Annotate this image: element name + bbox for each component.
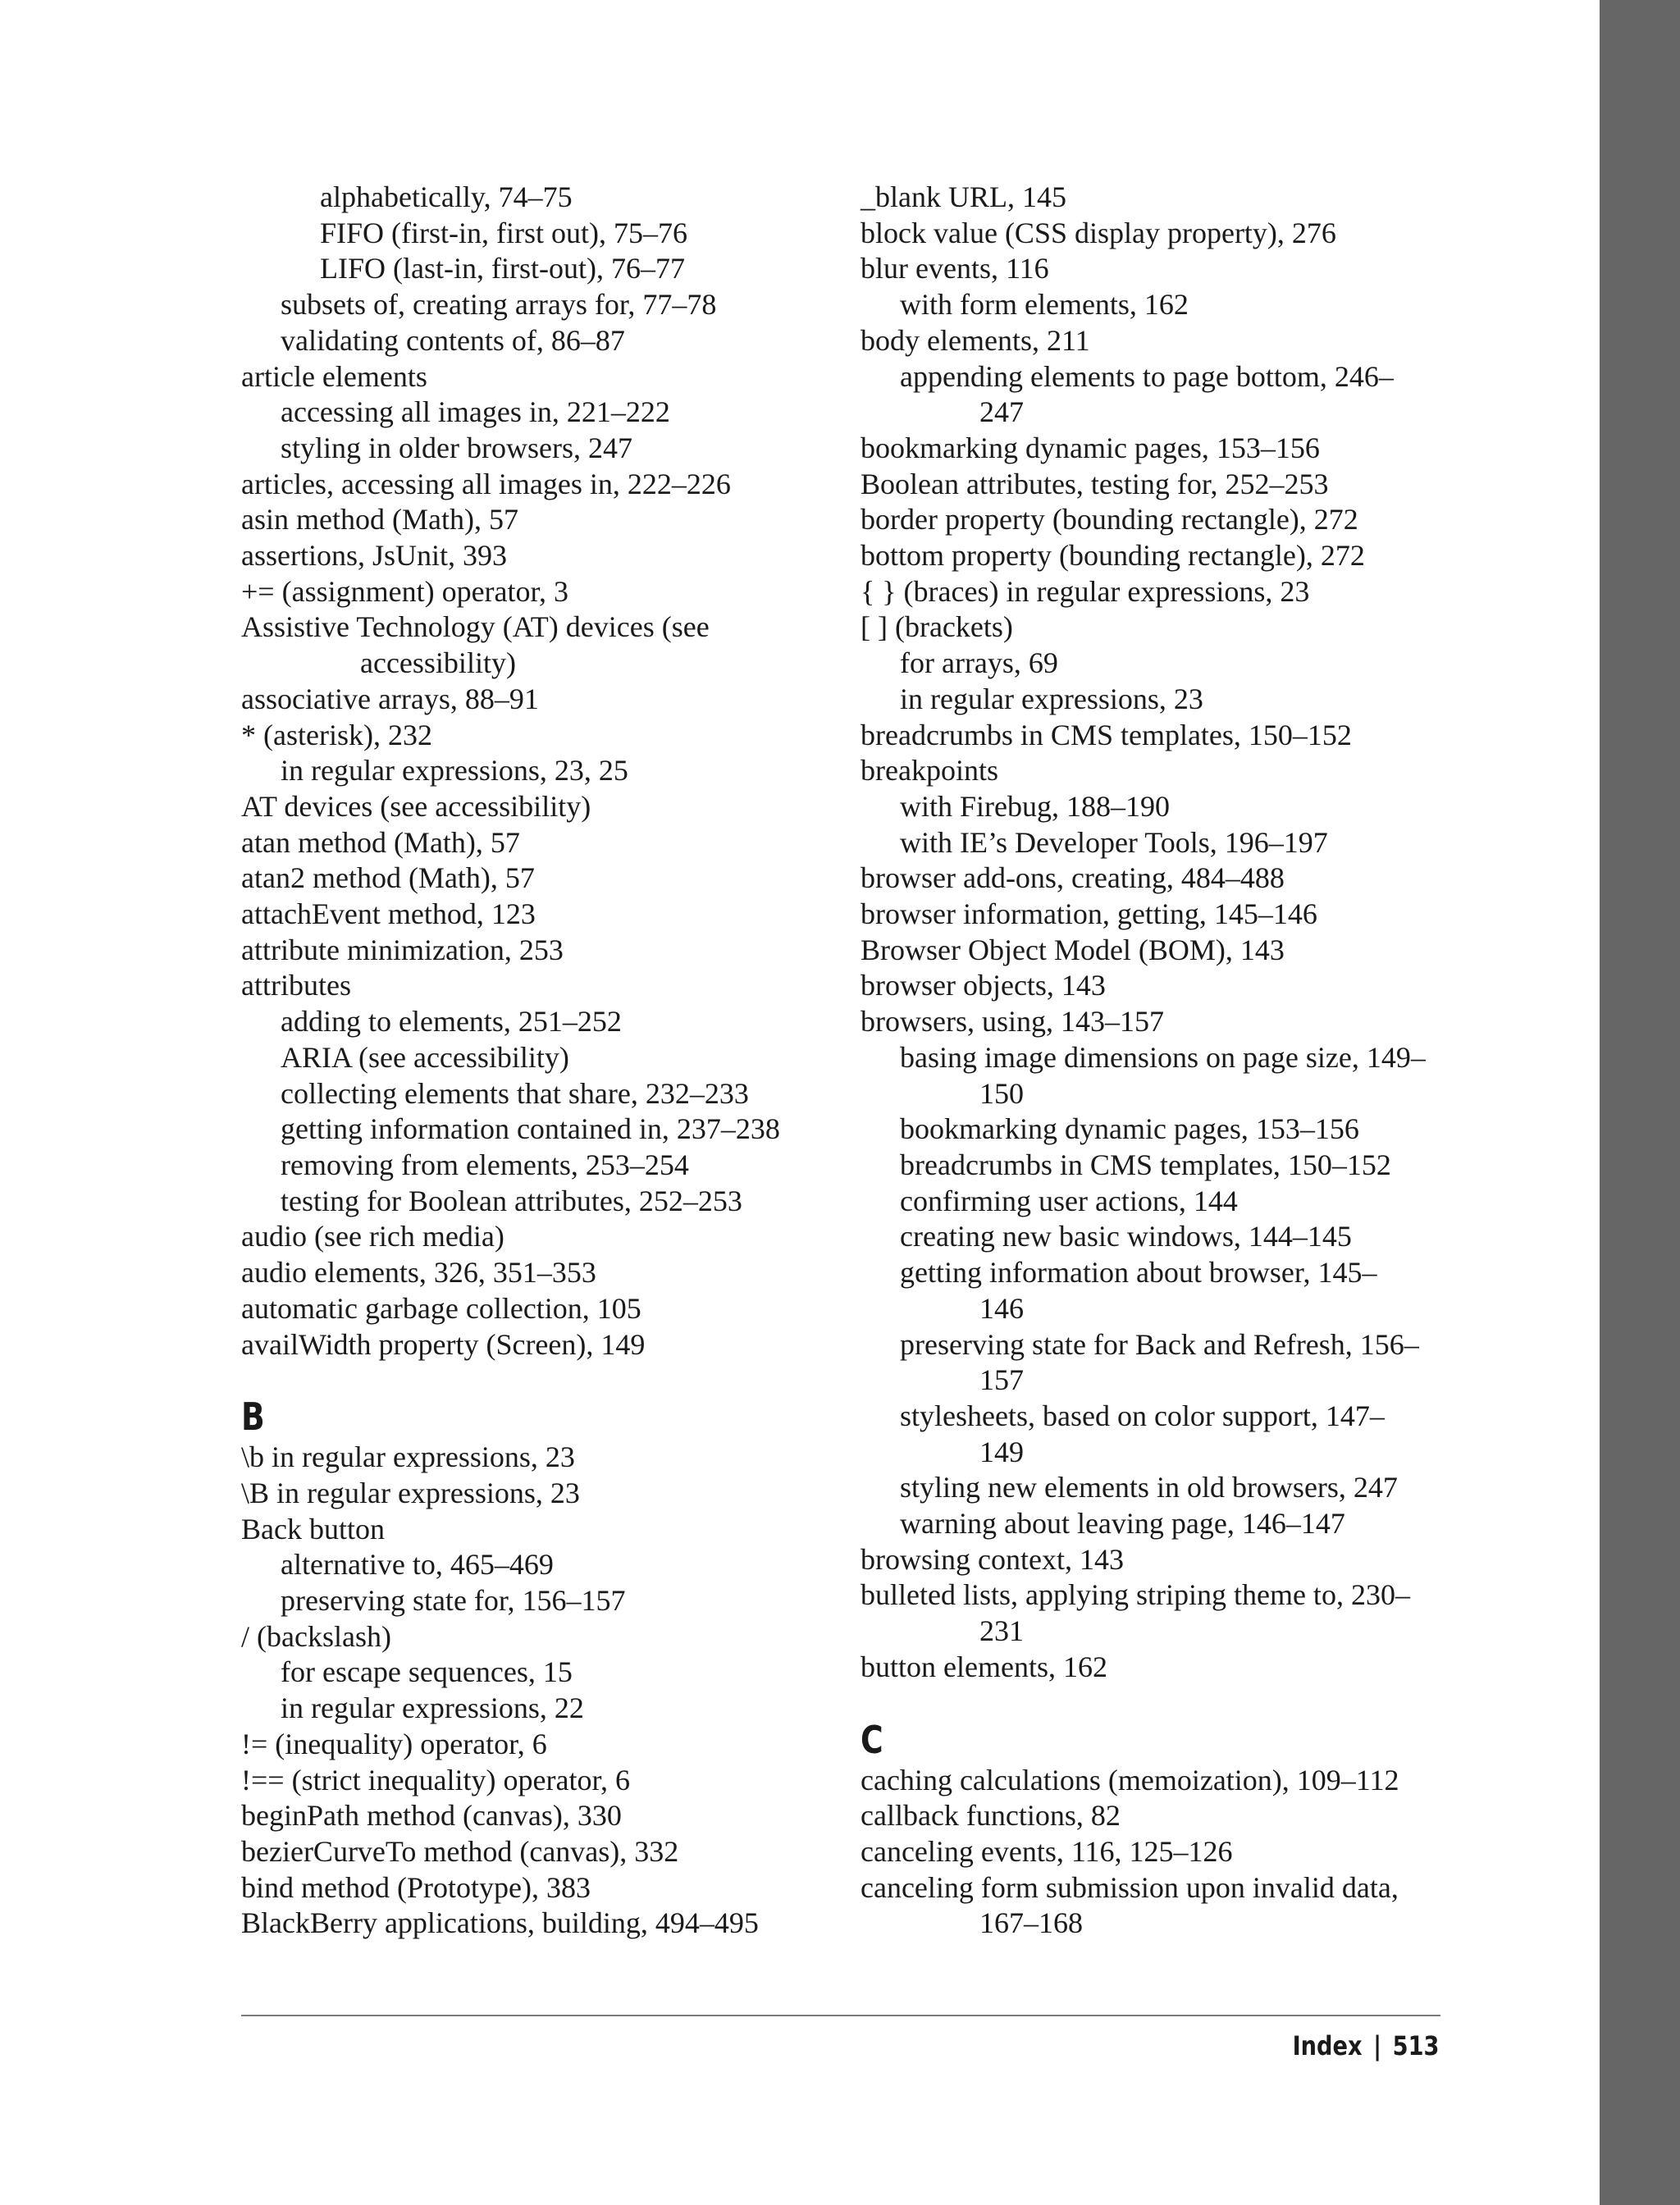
entry-text: Assistive Technology (AT) devices (see [241,610,710,644]
index-entry [861,538,1451,574]
index-entry [241,897,832,933]
index-letter-heading: B [241,1395,265,1440]
index-subentry [861,1399,1451,1470]
entry-text: accessing all images in, 221–222 [281,395,670,429]
entry-text: _blank URL, 145 [861,180,1066,213]
entry-text: browser objects, 143 [861,969,1106,1002]
index-entry [861,1650,1451,1686]
index-subentry [241,1040,832,1076]
index-entry [861,718,1451,754]
entry-text: adding to elements, 251–252 [281,1005,622,1039]
entry-text: atan2 method (Math), 57 [241,861,535,895]
entry-text: bookmarking dynamic pages, 153–156 [900,1112,1359,1146]
entry-text: creating new basic windows, 144–145 [900,1220,1352,1253]
entry-text: attributes [241,969,351,1002]
index-entry [861,897,1451,933]
index-subentry [241,1004,832,1040]
entry-text: testing for Boolean attributes, 252–253 [281,1184,742,1217]
entry-text: \b in regular expressions, 23 [241,1440,575,1474]
entry-text: availWidth property (Screen), 149 [241,1327,646,1361]
index-entry [241,1327,832,1363]
index-entry [241,933,832,969]
index-subentry [241,1184,832,1220]
index-entry [861,574,1451,610]
entry-text: callback functions, 82 [861,1799,1121,1833]
entry-text: alternative to, 465–469 [281,1548,554,1582]
index-entry [241,1476,832,1512]
entry-text: bind method (Prototype), 383 [241,1870,591,1904]
index-subentry [241,216,832,252]
entry-continuation: 247 [979,395,1024,429]
entry-text: associative arrays, 88–91 [241,682,539,715]
index-subentry [241,431,832,467]
index-subentry [241,1112,832,1148]
index-entry [861,1763,1451,1799]
index-entry [861,323,1451,359]
index-entry [241,789,832,825]
entry-text: assertions, JsUnit, 393 [241,539,507,573]
index-subentry [861,1040,1451,1112]
entry-text: breakpoints [861,754,998,788]
index-entry [241,1219,832,1255]
entry-text: / (backslash) [241,1619,391,1653]
footer-label: Index [1292,2030,1363,2061]
index-entry [861,431,1451,467]
footer-separator: | [1372,2030,1381,2061]
entry-text: { } (braces) in regular expressions, 23 [861,574,1310,608]
entry-continuation: 150 [979,1076,1024,1110]
entry-text: attachEvent method, 123 [241,897,536,931]
entry-text: for escape sequences, 15 [281,1655,573,1689]
entry-text: body elements, 211 [861,323,1090,357]
entry-text: attribute minimization, 253 [241,933,564,966]
entry-text: removing from elements, 253–254 [281,1148,689,1181]
entry-text: articles, accessing all images in, 222–226 [241,467,731,500]
entry-text: [ ] (brackets) [861,610,1013,644]
index-entry [241,574,832,610]
entry-text: blur events, 116 [861,252,1049,285]
entry-text: bezierCurveTo method (canvas), 332 [241,1834,679,1868]
index-subentry [861,646,1451,682]
index-subentry [241,1148,832,1184]
index-entry [861,861,1451,897]
entry-text: collecting elements that share, 232–233 [281,1076,749,1110]
entry-text: with form elements, 162 [900,288,1189,322]
entry-text: breadcrumbs in CMS templates, 150–152 [900,1148,1391,1181]
entry-text: warning about leaving page, 146–147 [900,1507,1345,1541]
entry-text: browsing context, 143 [861,1542,1124,1576]
entry-text: bookmarking dynamic pages, 153–156 [861,431,1320,464]
entry-text: ARIA (see accessibility) [281,1040,569,1074]
entry-text: AT devices (see accessibility) [241,789,591,823]
index-entry [241,1619,832,1655]
index-subentry [241,1583,832,1619]
entry-text: with Firebug, 188–190 [900,789,1170,823]
index-entry [241,1727,832,1763]
entry-continuation: 146 [979,1291,1024,1325]
entry-text: basing image dimensions on page size, 149– [900,1040,1426,1074]
entry-text: button elements, 162 [861,1650,1107,1683]
index-entry [861,467,1451,503]
entry-text: getting information contained in, 237–238 [281,1112,780,1146]
index-subentry [241,287,832,323]
index-entry [241,861,832,897]
entry-text: canceling form submission upon invalid data, [861,1870,1399,1904]
index-entry [861,1834,1451,1870]
entry-continuation: 157 [979,1363,1024,1397]
entry-text: with IE’s Developer Tools, 196–197 [900,825,1328,859]
index-subentry [241,1691,832,1727]
index-entry [241,538,832,574]
index-subentry [861,359,1451,431]
entry-text: audio elements, 326, 351–353 [241,1256,596,1290]
index-subentry [241,251,832,287]
entry-text: in regular expressions, 23 [900,682,1203,715]
index-subentry [861,682,1451,718]
page-number: 513 [1392,2030,1439,2061]
index-entry [861,1798,1451,1834]
index-entry [241,968,832,1004]
entry-text: stylesheets, based on color support, 147– [900,1399,1385,1432]
index-subentry [861,1148,1451,1184]
entry-text: * (asterisk), 232 [241,718,432,751]
index-entry [861,251,1451,287]
index-subentry [861,287,1451,323]
entry-text: validating contents of, 86–87 [281,323,625,357]
index-entry [241,1440,832,1476]
entry-text: \B in regular expressions, 23 [241,1476,580,1509]
entry-text: atan method (Math), 57 [241,825,520,859]
index-entry [241,1763,832,1799]
index-subentry [861,1184,1451,1220]
entry-continuation: 149 [979,1435,1024,1468]
index-entry [241,825,832,861]
index-subentry [861,789,1451,825]
index-subentry [861,1327,1451,1399]
index-entry [241,1906,832,1942]
entry-continuation: accessibility) [360,646,516,680]
entry-text: != (inequality) operator, 6 [241,1727,547,1760]
index-entry [241,1512,832,1548]
index-entry [241,359,832,395]
index-entry [241,682,832,718]
entry-text: LIFO (last-in, first-out), 76–77 [320,252,685,285]
entry-text: BlackBerry applications, building, 494–495 [241,1906,759,1940]
index-subentry [861,1219,1451,1255]
index-column-right [861,180,1451,1942]
index-entry [241,718,832,754]
index-subentry [861,1506,1451,1542]
entry-text: getting information about browser, 145– [900,1256,1377,1290]
index-entry [861,753,1451,789]
page-footer [1292,2029,1439,2062]
entry-continuation: 231 [979,1614,1024,1648]
entry-text: !== (strict inequality) operator, 6 [241,1763,631,1796]
index-subentry [861,825,1451,861]
entry-text: Boolean attributes, testing for, 252–253 [861,467,1329,500]
entry-text: caching calculations (memoization), 109–112 [861,1763,1399,1796]
entry-text: bottom property (bounding rectangle), 272 [861,539,1365,573]
entry-text: in regular expressions, 22 [281,1691,584,1725]
entry-text: automatic garbage collection, 105 [241,1291,641,1325]
footer-rule [241,2015,1440,2016]
index-column-left [241,180,832,1942]
index-entry [861,1542,1451,1578]
index-entry [861,933,1451,969]
index-subentry [241,180,832,216]
entry-text: block value (CSS display property), 276 [861,216,1336,249]
index-entry [241,502,832,538]
index-entry [861,180,1451,216]
index-subentry [861,1112,1451,1148]
index-entry [861,502,1451,538]
entry-text: appending elements to page bottom, 246– [900,359,1394,393]
index-subentry [861,1470,1451,1506]
entry-text: Back button [241,1512,385,1545]
index-subentry [241,1547,832,1583]
entry-text: confirming user actions, 144 [900,1184,1238,1217]
index-subentry [241,323,832,359]
entry-text: preserving state for, 156–157 [281,1584,626,1618]
entry-text: browser add-ons, creating, 484–488 [861,861,1285,895]
entry-text: styling new elements in old browsers, 247 [900,1471,1398,1504]
entry-text: breadcrumbs in CMS templates, 150–152 [861,718,1352,751]
index-subentry [861,1255,1451,1326]
index-entry [241,467,832,503]
index-entry [861,609,1451,646]
index-entry [861,1577,1451,1649]
index-subentry [241,395,832,431]
index-subentry [241,1655,832,1691]
entry-continuation: 167–168 [979,1906,1083,1940]
entry-text: += (assignment) operator, 3 [241,574,569,608]
entry-text: canceling events, 116, 125–126 [861,1834,1233,1868]
entry-text: Browser Object Model (BOM), 143 [861,933,1285,966]
entry-text: beginPath method (canvas), 330 [241,1799,622,1833]
index-entry [241,1870,832,1906]
index-entry [241,1834,832,1870]
entry-text: preserving state for Back and Refresh, 156– [900,1327,1419,1361]
index-entry [861,1870,1451,1942]
index-subentry [241,1076,832,1112]
entry-text: browser information, getting, 145–146 [861,897,1317,931]
index-entry [241,1291,832,1327]
index-subentry [241,753,832,789]
index-letter-heading: C [861,1717,883,1762]
entry-text: asin method (Math), 57 [241,503,518,536]
entry-text: styling in older browsers, 247 [281,431,632,464]
page-edge-bar [1600,0,1680,2205]
entry-text: article elements [241,359,427,393]
entry-text: audio (see rich media) [241,1220,504,1253]
index-entry [241,609,832,681]
entry-text: border property (bounding rectangle), 272 [861,503,1358,536]
index-entry [861,216,1451,252]
entry-text: browsers, using, 143–157 [861,1005,1164,1039]
index-entry [861,1004,1451,1040]
entry-text: in regular expressions, 23, 25 [281,754,628,788]
entry-text: subsets of, creating arrays for, 77–78 [281,288,717,322]
index-entry [241,1255,832,1291]
entry-text: for arrays, 69 [900,646,1058,680]
entry-text: FIFO (first-in, first out), 75–76 [320,216,687,249]
entry-text: alphabetically, 74–75 [320,180,573,213]
entry-text: bulleted lists, applying striping theme to, 230– [861,1578,1410,1612]
index-entry [241,1798,832,1834]
index-entry [861,968,1451,1004]
